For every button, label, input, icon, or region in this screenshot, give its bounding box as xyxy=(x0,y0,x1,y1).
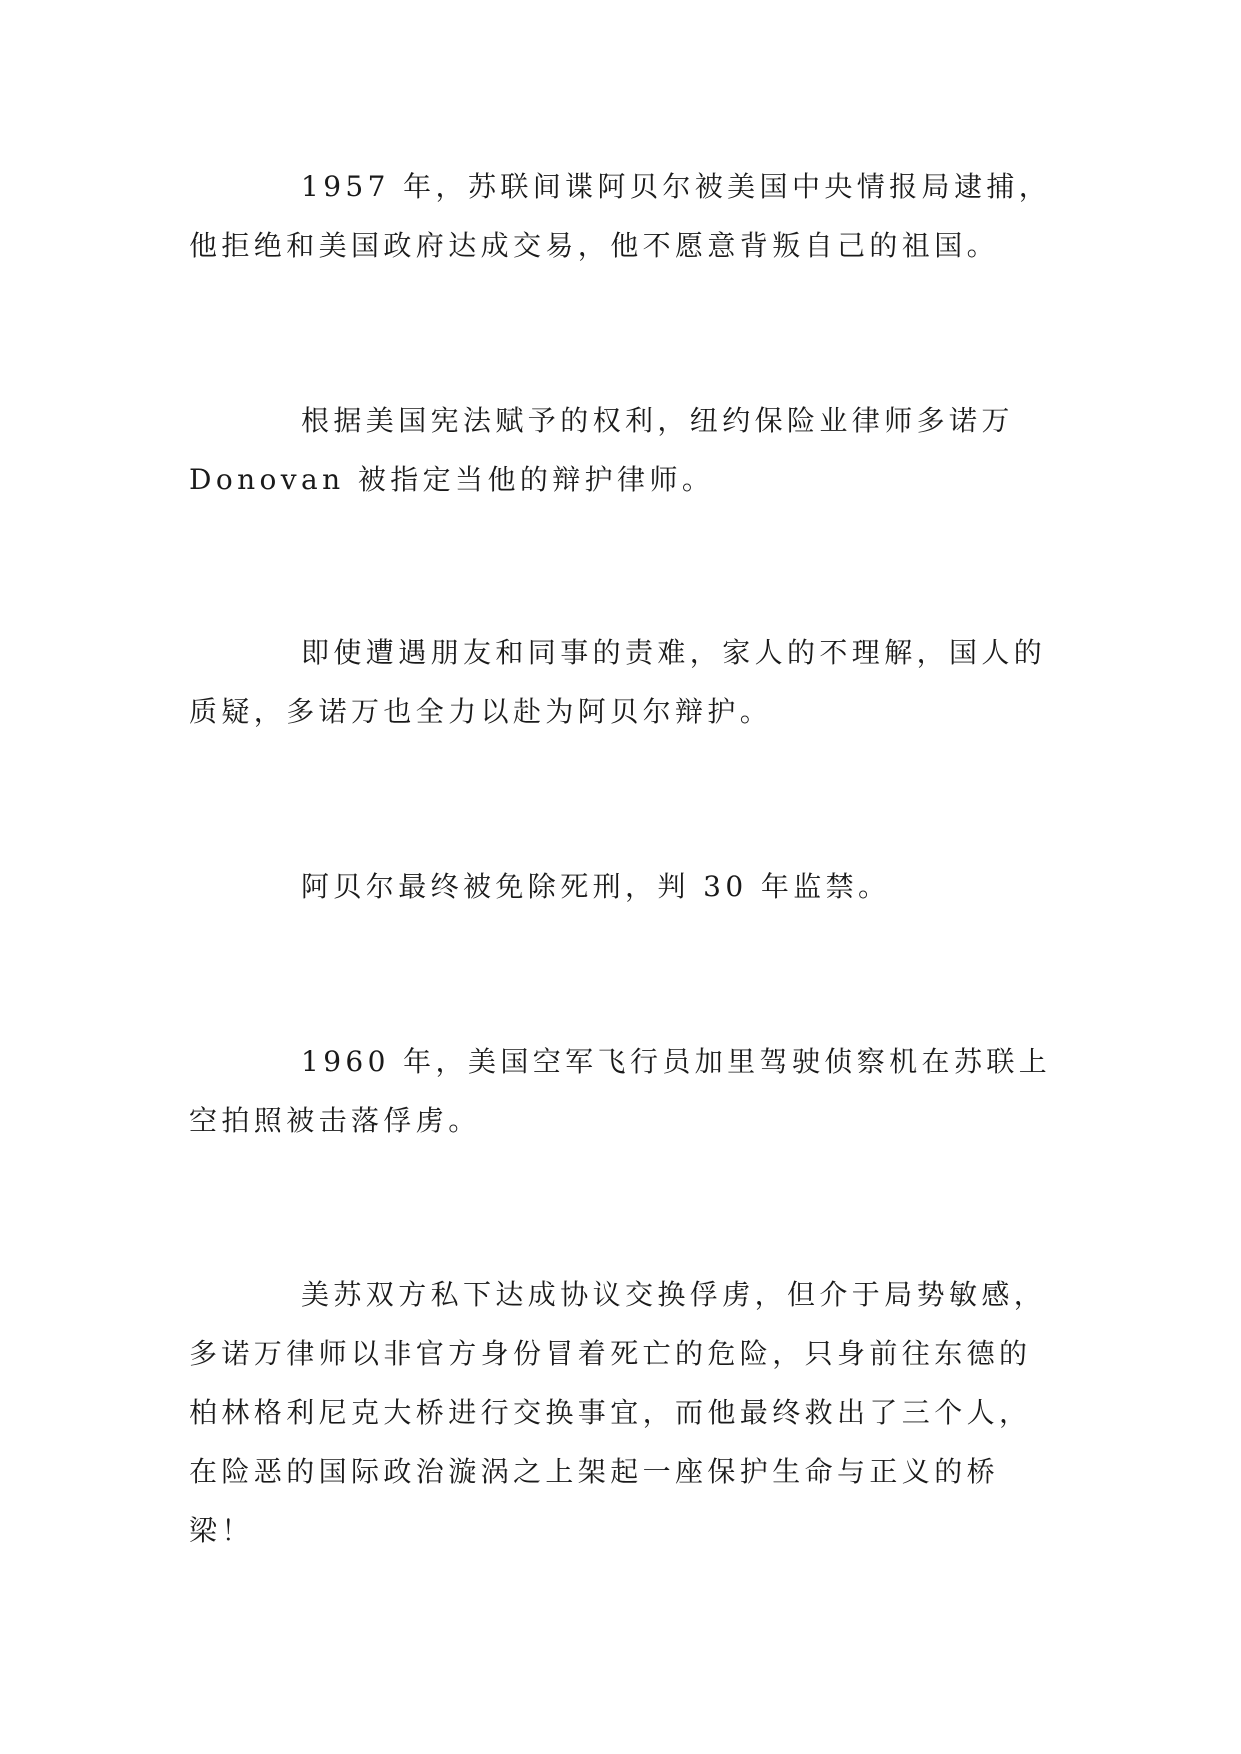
paragraph-line: 美苏双方私下达成协议交换俘虏，但介于局势敏感， xyxy=(301,1278,1047,1311)
paragraph-line: 质疑，多诺万也全力以赴为阿贝尔辩护。 xyxy=(189,695,773,728)
paragraph-prisoner-exchange xyxy=(189,1265,1051,1560)
paragraph-abel-arrest xyxy=(189,157,1051,275)
paragraph-line: 他拒绝和美国政府达成交易，他不愿意背叛自己的祖国。 xyxy=(189,229,1000,262)
paragraph-line: 梁！ xyxy=(189,1514,254,1547)
paragraph-line: 多诺万律师以非官方身份冒着死亡的危险，只身前往东德的 xyxy=(189,1337,1032,1370)
paragraph-line: 1960 年，美国空军飞行员加里驾驶侦察机在苏联上 xyxy=(301,1045,1052,1078)
paragraph-line: Donovan 被指定当他的辩护律师。 xyxy=(189,463,715,496)
paragraph-line: 根据美国宪法赋予的权利，纽约保险业律师多诺万 xyxy=(301,404,1014,437)
paragraph-sentence xyxy=(189,857,1051,916)
paragraph-powers-shot-down xyxy=(189,1032,1051,1150)
paragraph-line: 在险恶的国际政治漩涡之上架起一座保护生命与正义的桥 xyxy=(189,1455,1000,1488)
paragraph-line: 即使遭遇朋友和同事的责难，家人的不理解，国人的 xyxy=(301,636,1047,669)
paragraph-donovan-appointed xyxy=(189,391,1051,509)
paragraph-line: 1957 年，苏联间谍阿贝尔被美国中央情报局逮捕， xyxy=(301,170,1052,203)
paragraph-line: 阿贝尔最终被免除死刑，判 30 年监禁。 xyxy=(301,870,891,903)
paragraph-line: 柏林格利尼克大桥进行交换事宜，而他最终救出了三个人， xyxy=(189,1396,1032,1429)
paragraph-line: 空拍照被击落俘虏。 xyxy=(189,1104,481,1137)
paragraph-donovan-defense xyxy=(189,623,1051,741)
